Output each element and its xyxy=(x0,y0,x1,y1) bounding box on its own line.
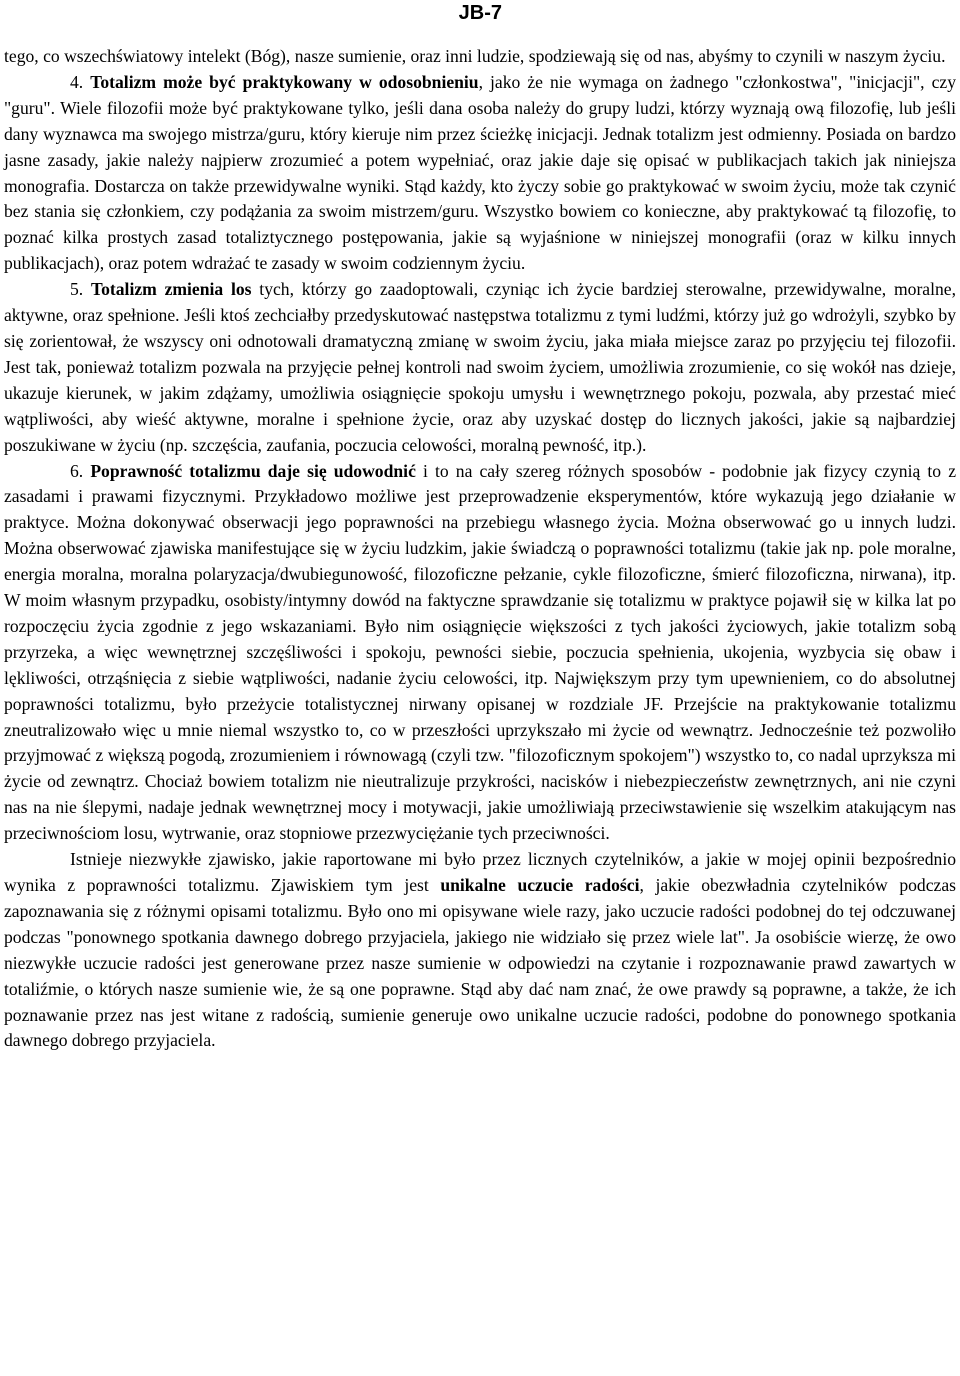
item-number: 6. xyxy=(70,460,91,481)
paragraph-item-4 xyxy=(4,70,956,277)
page-number-label: JB-7 xyxy=(458,2,502,24)
paragraph-text: tego, co wszechświatowy intelekt (Bóg), nasze sumienie, oraz inni ludzie, spodziewają się od nas, abyśmy to czynili w naszym życiu. xyxy=(4,46,946,66)
emphasis-text: unikalne uczucie radości xyxy=(440,875,640,895)
item-number: 5. xyxy=(70,279,91,300)
item-heading: Totalizm zmienia los xyxy=(90,279,252,300)
document-body xyxy=(4,44,956,1054)
paragraph-text: , jakie obezwładnia czytelników podczas zapoznawania się z różnymi opisami totalizmu. Było ono mi opisywane wiele razy, jako uczucie radości podobnej do tej odczuwanej podczas "ponownego spotkania dawnego dobrego przyjaciela, jakiego nie widziało się przez wiele lat". Ja osobiście wierzę, że owo niezwykłe uczucie radości jest generowane przez nasze sumienie w odpowiedzi na czytanie i rozpoznawanie prawd zawartych w totaliźmie, o których nasze sumienie wie, że są one poprawne. Stąd aby dać nam znać, że owe prawdy są poprawne, a także, że ich poznawanie przez nas jest witane z radością, sumienie generuje owo unikalne uczucie radości, podobne do ponownego spotkania dawnego dobrego przyjaciela. xyxy=(4,875,956,1051)
paragraph-text: , jako że nie wymaga on żadnego "członkostwa", "inicjacji", czy "guru". Wiele filozofii może być praktykowane tylko, jeśli dana osoba należy do grupy ludzi, którzy wyznają ową filozofię, lub jeśli dany wyznawca ma swojego mistrza/guru, który kieruje nim przez ścieżkę inicjacji. Jednak totalizm jest odmienny. Posiada on bardzo jasne zasady, jakie należy najpierw zrozumieć a potem wypełniać, oraz jakie daje się opisać w publikacjach takich jak niniejsza monografia. Dostarcza on także przewidywalne wyniki. Stąd każdy, kto życzy sobie go praktykować w swoim życiu, może tak czynić bez stania się członkiem, czy podążania za swoim mistrzem/guru. Wszystko bowiem co konieczne, aby praktykować tą filozofię, to poznać kilka prostych zasad totaliztycznego postępowania, jakie są wyjaśnione w niniejszej monografii (oraz w kilku innych publikacjach), oraz potem wdrażać te zasady w swoim codziennym życiu. xyxy=(4,71,957,274)
paragraph-text: Istnieje niezwykłe zjawisko, jakie raportowane mi było przez licznych czytelników, a jakie w mojej opinii bezpośrednio wynika z poprawności totalizmu. Zjawiskiem tym jest xyxy=(4,849,956,895)
paragraph-item-5 xyxy=(4,277,956,458)
item-number: 4. xyxy=(70,71,91,92)
paragraph-item-6 xyxy=(4,459,956,848)
paragraph-text: i to na cały szereg różnych sposobów - podobnie jak fizycy czynią to z zasadami i prawami fizycznymi. Przykładowo możliwe jest przeprowadzenie eksperymentów, które wykazują jego działanie w praktyce. Można dokonywać obserwacji jego poprawności na przebiegu własnego życia. Można obserwować go u innych ludzi. Można obserwować zjawiska manifestujące się w życiu ludzkim, jakie świadczą o poprawności totalizmu (takie jak np. pole moralne, energia moralna, moralna polaryzacja/dwubiegunowość, filozoficzne pełzanie, cykle filozoficzne, śmierć filozoficzna, nirwana), itp. W moim własnym przypadku, osobisty/intymny dowód na faktyczne sprawdzanie się totalizmu w praktyce pojawił się w kilka lat po rozpoczęciu życia zgodnie z jego wskazaniami. Było nim osiągnięcie większości z tych jakości życiowych, jakie totalizm sobą przyrzeka, a więc wewnętrznej szczęśliwości i spokoju, pewności siebie, poczucia spełnienia, ukojenia, wyzbycia się obaw i lękliwości, otrząśnięcia z siebie wątpliwości, nadanie życiu celowości, itp. Największym przy tym upewnieniem, co do absolutnej poprawności totalizmu, było przeżycie totalistycznej nirwany opisanej w rozdziale JF. Przejście na praktykowanie totalizmu zneutralizowało więc u mnie niemal wszystko to, co w przeszłości uprzykszało mi życie od wewnątrz. Jednocześnie też pozwoliło przyjmować z większą pogodą, zrozumieniem i równowagą (czyli tzw. "filozoficznym spokojem") wszystko to, co nadal uprzyksza mi życie od zewnątrz. Chociaż bowiem totalizm nie nieutralizuje przykrości, nacisków i niebezpieczeństw zewnętrznych, ani nie czyni nas na nie ślepymi, nadaje jednak wewnętrznej mocy i motywacji, jakie umożliwiają przeciwstawienie się wszelkim atakującym nas przeciwnościom losu, wytrwanie, oraz stopniowe przezwyciężanie tych przeciwności. xyxy=(4,460,957,844)
paragraph-text: tych, którzy go zaadoptowali, czyniąc ich życie bardziej sterowalne, przewidywalne, moralne, aktywne, oraz spełnione. Jeśli ktoś zechciałby przedyskutować następstwa totalizmu z tymi ludźmi, którzy już go wdrożyli, szybko by się zorientował, że wszyscy oni odnotowali dramatyczną zmianę w swoim życiu, jaka miała miejsce zaraz po przyjęciu tej filozofii. Jest tak, ponieważ totalizm pozwala na przyjęcie pełnej kontroli nad swoim życiem, umożliwia zrozumienie, co się wokół nas dzieje, ukazuje kierunek, w jakim zdążamy, umożliwia osiągnięcie spokoju umysłu i wewnętrznego pokoju, pozwala, aby przestać mieć wątpliwości, aby wieść aktywne, moralne i spełnione życie, oraz aby uzyskać dostęp do licznych jakości, jakie są najbardziej poszukiwane w życiu (np. szczęścia, zaufania, poczucia celowości, moralną pewność, itp.). xyxy=(4,279,957,455)
paragraph-continuation xyxy=(4,44,956,70)
item-heading: Totalizm może być praktykowany w odosobnieniu xyxy=(90,71,479,92)
paragraph-joy-feeling xyxy=(4,847,956,1054)
item-heading: Poprawność totalizmu daje się udowodnić xyxy=(90,460,416,481)
